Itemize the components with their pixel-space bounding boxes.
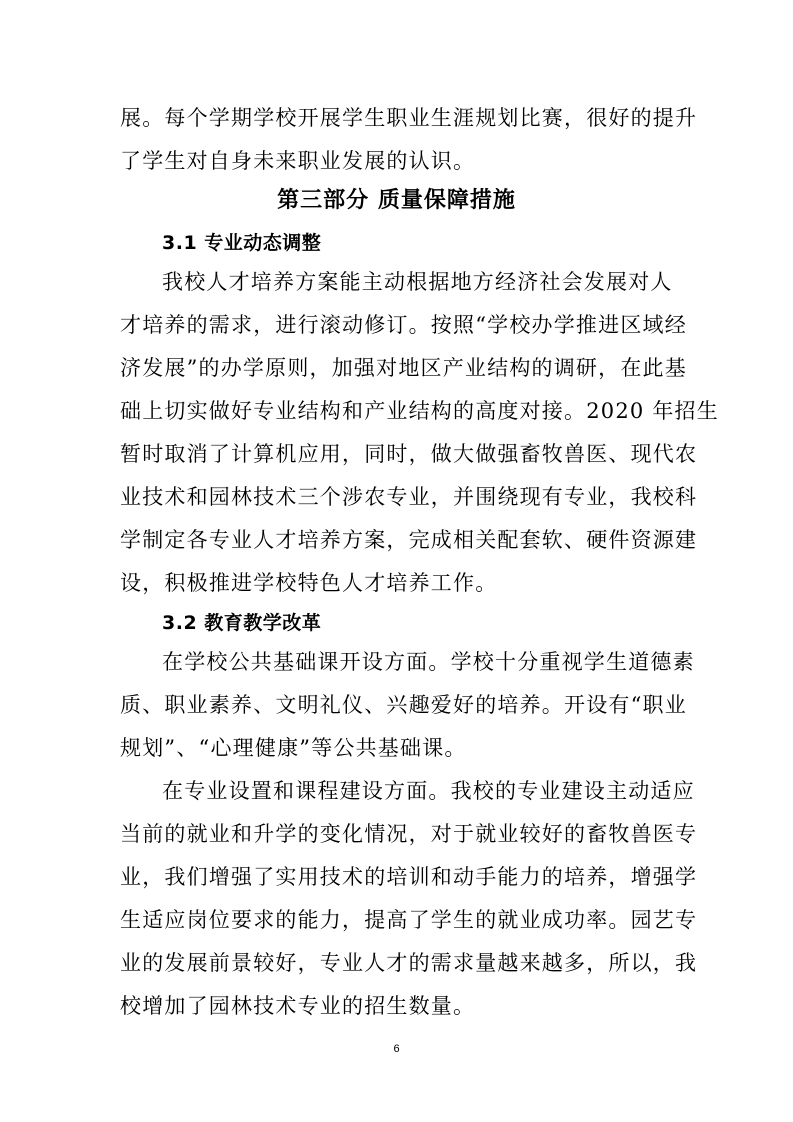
section-title: 第三部分 质量保障措施 xyxy=(277,188,516,213)
paragraph-line: 在学校公共基础课开设方面。学校十分重视学生道德素 xyxy=(162,650,695,674)
paragraph-line: 我校人才培养方案能主动根据地方经济社会发展对人 xyxy=(162,270,673,294)
paragraph-line: 才培养的需求，进行滚动修订。按照“学校办学推进区域经 xyxy=(120,313,687,337)
paragraph-line: 业的发展前景较好，专业人才的需求量越来越多，所以，我 xyxy=(120,951,698,975)
paragraph-line: 规划”、“心理健康”等公共基础课。 xyxy=(120,736,467,760)
paragraph-line: 质、职业素养、文明礼仪、兴趣爱好的培养。开设有“职业 xyxy=(120,693,687,717)
paragraph-line: 业技术和园林技术三个涉农专业，并围绕现有专业，我校科 xyxy=(120,485,698,509)
paragraph-line: 在专业设置和课程建设方面。我校的专业建设主动适应 xyxy=(162,779,695,803)
paragraph-line: 业，我们增强了实用技术的培训和动手能力的培养，增强学 xyxy=(120,865,698,889)
paragraph-line: 了学生对自身未来职业发展的认识。 xyxy=(120,149,476,173)
paragraph-line: 设，积极推进学校特色人才培养工作。 xyxy=(120,571,498,595)
subsection-heading: 3.1 专业动态调整 xyxy=(162,232,322,254)
paragraph-line: 生适应岗位要求的能力，提高了学生的就业成功率。园艺专 xyxy=(120,908,698,932)
page-number: 6 xyxy=(393,1043,400,1055)
paragraph-line: 当前的就业和升学的变化情况，对于就业较好的畜牧兽医专 xyxy=(120,822,698,846)
paragraph-line: 础上切实做好专业结构和产业结构的高度对接。2020 年招生 xyxy=(120,399,719,423)
paragraph-line: 济发展”的办学原则，加强对地区产业结构的调研，在此基 xyxy=(120,356,687,380)
subsection-heading: 3.2 教育教学改革 xyxy=(162,612,322,634)
paragraph-line: 展。每个学期学校开展学生职业生涯规划比赛，很好的提升 xyxy=(120,106,698,130)
paragraph-line: 校增加了园林技术专业的招生数量。 xyxy=(120,994,476,1018)
paragraph-line: 暂时取消了计算机应用，同时，做大做强畜牧兽医、现代农 xyxy=(120,442,698,466)
paragraph-line: 学制定各专业人才培养方案，完成相关配套软、硬件资源建 xyxy=(120,528,698,552)
